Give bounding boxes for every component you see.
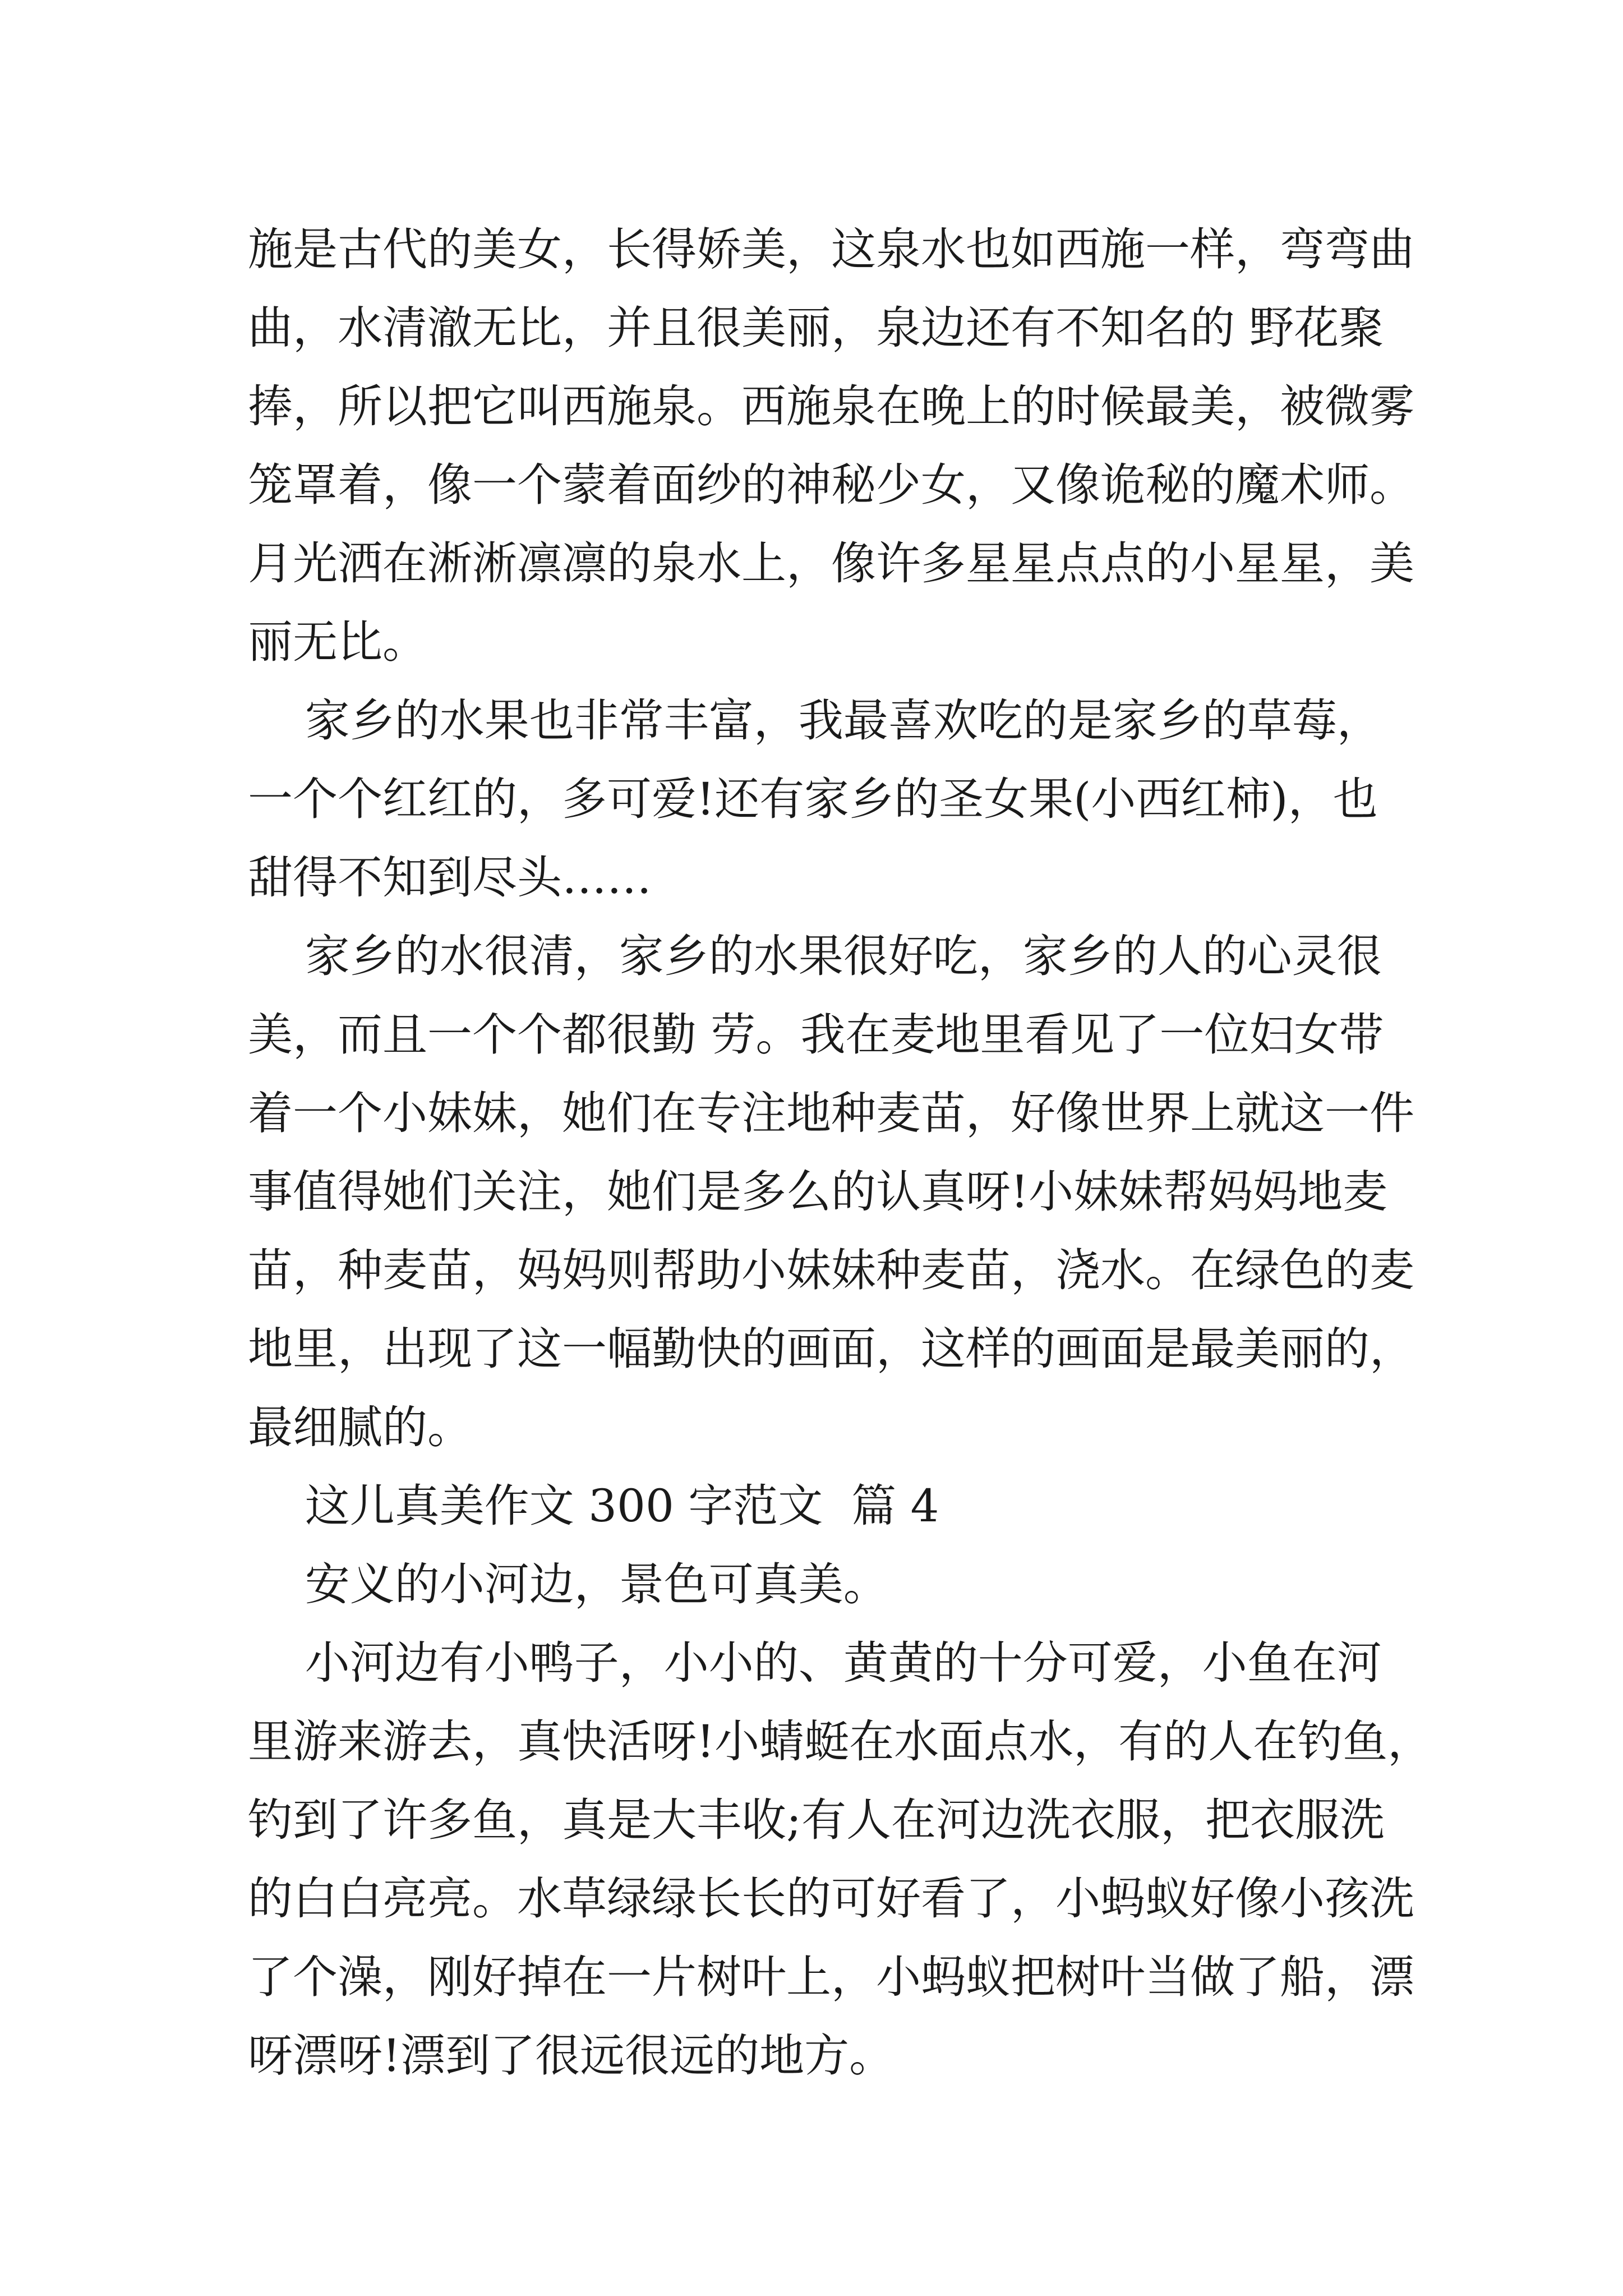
text-line: 的白白亮亮。水草绿绿长长的可好看了，小蚂蚁好像小孩洗 bbox=[248, 1872, 1414, 1925]
text-line: 事值得她们关注，她们是多么的认真呀!小妹妹帮妈妈地麦 bbox=[248, 1166, 1388, 1218]
text-line: 安义的小河边，景色可真美。 bbox=[248, 1558, 888, 1611]
text-line: 小河边有小鸭子，小小的、黄黄的十分可爱，小鱼在河 bbox=[248, 1637, 1382, 1689]
text-line: 笼罩着，像一个蒙着面纱的神秘少女，又像诡秘的魔术师。 bbox=[248, 459, 1414, 511]
text-line: 施是古代的美女，长得娇美，这泉水也如西施一样，弯弯曲 bbox=[248, 223, 1414, 275]
text-line: 家乡的水很清，家乡的水果很好吃，家乡的人的心灵很 bbox=[248, 930, 1382, 982]
text-line: 家乡的水果也非常丰富，我最喜欢吃的是家乡的草莓， bbox=[248, 694, 1382, 747]
text-line: 钓到了许多鱼，真是大丰收;有人在河边洗衣服，把衣服洗 bbox=[248, 1794, 1385, 1846]
text-line: 苗，种麦苗，妈妈则帮助小妹妹种麦苗，浇水。在绿色的麦 bbox=[248, 1244, 1414, 1296]
text-line: 丽无比。 bbox=[248, 616, 427, 668]
text-line: 地里，出现了这一幅勤快的画面，这样的画面是最美丽的， bbox=[248, 1323, 1414, 1375]
text-line: 曲，水清澈无比，并且很美丽，泉边还有不知名的 野花聚 bbox=[248, 302, 1384, 354]
text-line: 里游来游去，真快活呀!小蜻蜓在水面点水，有的人在钓鱼， bbox=[248, 1715, 1433, 1768]
document-body bbox=[248, 210, 1433, 2095]
text-line: 甜得不知到尽头…… bbox=[248, 852, 652, 904]
text-line: 最细腻的。 bbox=[248, 1401, 472, 1453]
text-line: 着一个小妹妹，她们在专注地种麦苗，好像世界上就这一件 bbox=[248, 1087, 1414, 1139]
text-line: 了个澡，刚好掉在一片树叶上，小蚂蚁把树叶当做了船，漂 bbox=[248, 1951, 1414, 2003]
text-line: 一个个红红的，多可爱!还有家乡的圣女果(小西红柿)，也 bbox=[248, 773, 1378, 825]
text-line: 美，而且一个个都很勤 劳。我在麦地里看见了一位妇女带 bbox=[248, 1009, 1384, 1061]
text-line: 呀漂呀!漂到了很远很远的地方。 bbox=[248, 2030, 895, 2082]
section-heading: 这儿真美作文 300 字范文 篇 4 bbox=[248, 1480, 939, 1532]
text-line: 月光洒在淅淅凛凛的泉水上，像许多星星点点的小星星，美 bbox=[248, 537, 1414, 590]
text-line: 捧，所以把它叫西施泉。西施泉在晚上的时候最美，被微雾 bbox=[248, 380, 1414, 432]
